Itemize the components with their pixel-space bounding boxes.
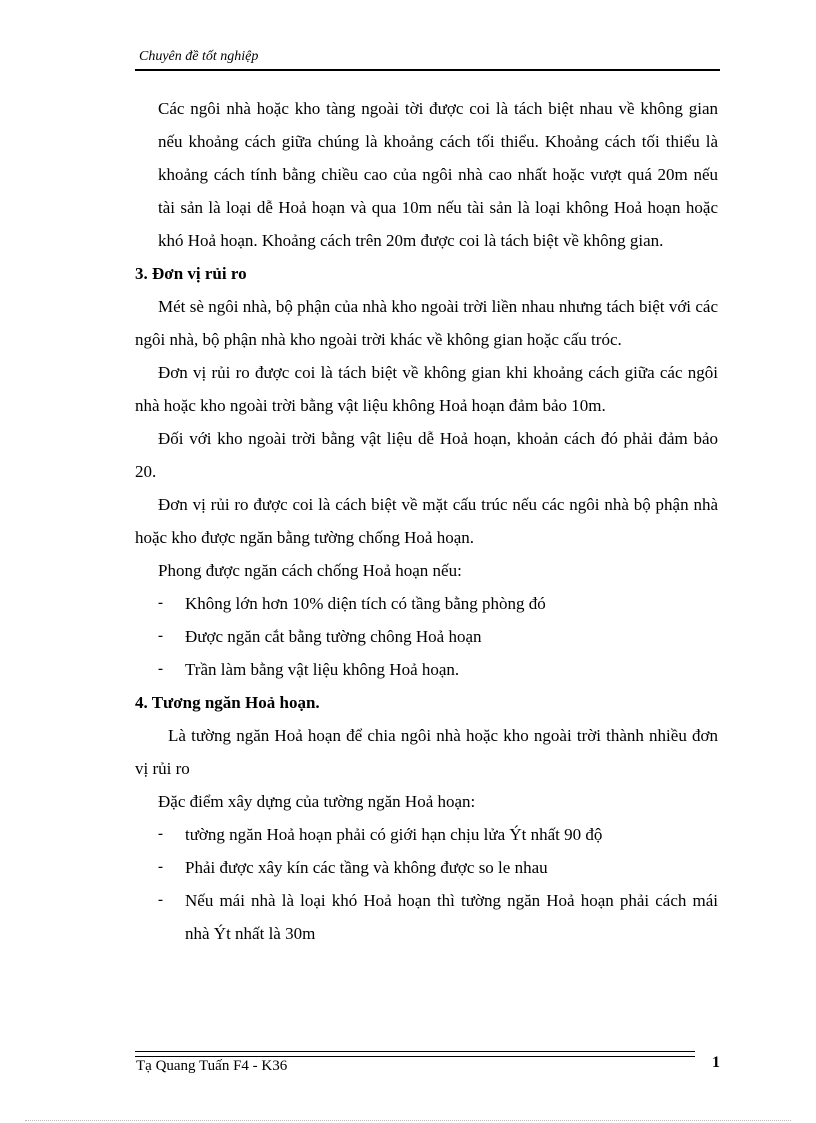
- paragraph-fire-wall-definition: Là tường ngăn Hoả hoạn để chia ngôi nhà hoặc kho ngoài trời thành nhiều đơn vị rủi ro: [135, 726, 718, 778]
- header-title: Chuyên đề tốt nghiệp: [139, 49, 259, 64]
- list-item: [135, 587, 718, 620]
- bullet-glyph: -: [158, 826, 163, 842]
- paragraph-spatial-separation: Đơn vị rủi ro được coi là tách biệt về không gian khi khoảng cách giữa các ngôi nhà hoặc kho ngoài trời bằng vật liệu không Hoả hoạn đảm bảo 10m.: [135, 363, 718, 415]
- paragraph-structural-separation: Đơn vị rủi ro được coi là cách biệt về mặt cấu trúc nếu các ngôi nhà bộ phận nhà hoặc kho được ngăn bằng tường chống Hoả hoạn.: [135, 495, 718, 547]
- list-item-text: Nếu mái nhà là loại khó Hoả hoạn thì tường ngăn Hoả hoạn phải cách mái nhà Ýt nhất là 30m: [185, 891, 718, 943]
- footer-divider: [135, 1051, 695, 1057]
- page-header: [135, 48, 720, 71]
- bullet-glyph: -: [158, 859, 163, 875]
- paragraph-risk-unit-definition: Mét sè ngôi nhà, bộ phận của nhà kho ngoài trời liền nhau nhưng tách biệt với các ngôi nhà, bộ phận nhà kho ngoài trời khác về không gian hoặc cấu tróc.: [135, 297, 718, 349]
- bullet-glyph: -: [158, 595, 163, 611]
- list-item: [135, 851, 718, 884]
- heading-fire-wall: 4. Tương ngăn Hoả hoạn.: [135, 693, 320, 712]
- paragraph-fire-wall-features: Đặc điểm xây dựng của tường ngăn Hoả hoạn:: [158, 792, 476, 811]
- list-item: [135, 818, 718, 851]
- list-item-text: Được ngăn cắt bằng tường chông Hoả hoạn: [185, 627, 482, 646]
- footer-author: Tạ Quang Tuấn F4 - K36: [136, 1058, 288, 1074]
- list-item: [135, 884, 718, 950]
- list-item-text: Không lớn hơn 10% diện tích có tầng bằng phòng đó: [185, 594, 546, 613]
- paragraph-spacing-definition: Các ngôi nhà hoặc kho tàng ngoài tời được coi là tách biệt nhau về không gian nếu khoảng cách giữa chúng là khoảng cách tối thiểu. Khoảng cách tối thiểu là khoảng cách tính bằng chiều cao của ngôi nhà cao nhất hoặc vượt quá 20m nếu tài sản là loại dễ Hoả hoạn và qua 10m nếu tài sản là loại không Hoả hoạn hoặc khó Hoả hoạn. Khoảng cách trên 20m được coi là tách biệt về không gian.: [158, 99, 718, 250]
- list-item-text: Phải được xây kín các tầng và không được so le nhau: [185, 858, 548, 877]
- document-body: [135, 92, 718, 950]
- paragraph-room-separation: Phong được ngăn cách chống Hoả hoạn nếu:: [158, 561, 462, 580]
- list-item-text: Trần làm bằng vật liệu không Hoả hoạn.: [185, 660, 460, 679]
- list-item: [135, 620, 718, 653]
- bullet-glyph: -: [158, 661, 163, 677]
- list-item-text: tường ngăn Hoả hoạn phải có giới hạn chịu lửa Ýt nhất 90 độ: [185, 825, 603, 844]
- bullet-glyph: -: [158, 892, 163, 908]
- page-bottom-border: [25, 1120, 791, 1121]
- paragraph-outdoor-storage: Đối với kho ngoài trời bằng vật liệu dễ Hoả hoạn, khoản cách đó phải đảm bảo 20.: [135, 429, 718, 481]
- list-item: [135, 653, 718, 686]
- bullet-glyph: -: [158, 628, 163, 644]
- page-number: 1: [712, 1054, 720, 1071]
- heading-risk-unit: 3. Đơn vị rủi ro: [135, 264, 247, 283]
